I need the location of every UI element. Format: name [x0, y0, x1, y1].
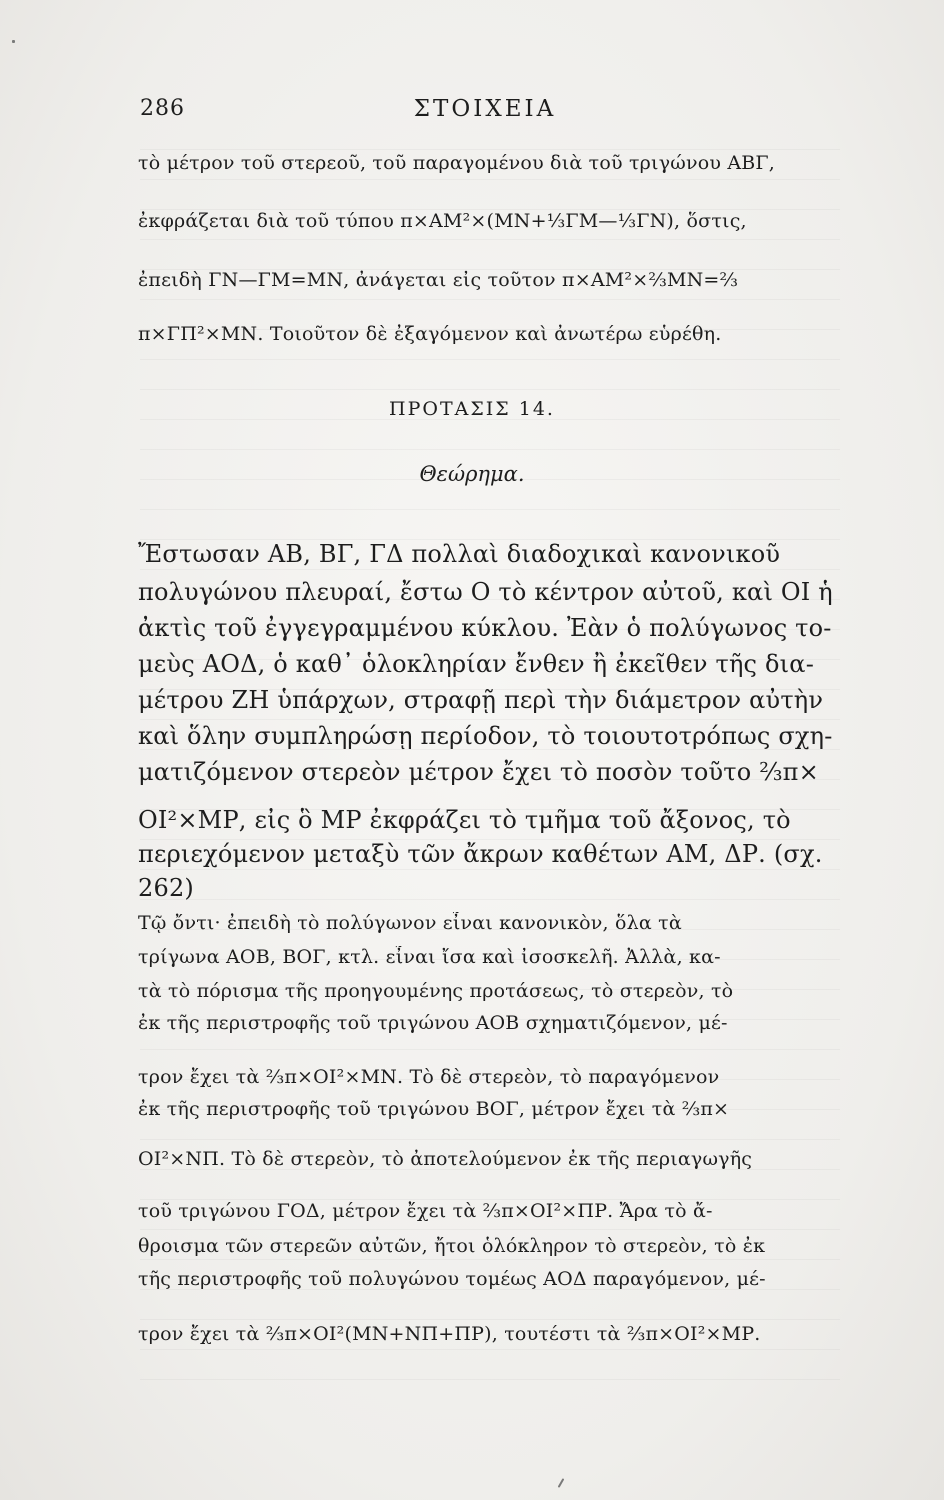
- paper-speck: [12, 40, 15, 43]
- running-head: ΣΤΟΙΧΕΙΑ: [413, 96, 557, 122]
- text-line: ΟΙ²×ΝΠ. Τὸ δὲ στερεὸν, τὸ ἀποτελούμενον ἐκ τῆς περιαγωγῆς: [138, 1148, 753, 1170]
- text-line: τὰ τὸ πόρισμα τῆς προηγουμένης προτάσεως, τὸ στερεὸν, τὸ: [138, 980, 734, 1002]
- text-line: ΟΙ²×ΜΡ, εἰς ὃ ΜΡ ἐκφράζει τὸ τμῆμα τοῦ ἄξονος, τὸ: [138, 806, 791, 834]
- paper-speck: [558, 1478, 565, 1488]
- text-line: καὶ ὅλην συμπληρώσῃ περίοδον, τὸ τοιουτοτρόπως σχη-: [138, 722, 833, 750]
- text-line: ἐκ τῆς περιστροφῆς τοῦ τριγώνου ΑΟΒ σχηματιζόμενον, μέ-: [138, 1012, 728, 1034]
- text-line: θροισμα τῶν στερεῶν αὐτῶν, ἤτοι ὁλόκληρον τὸ στερεὸν, τὸ ἐκ: [138, 1235, 766, 1257]
- text-line: Τῷ ὄντι· ἐπειδὴ τὸ πολύγωνον εἶναι κανονικὸν, ὅλα τὰ: [138, 912, 682, 934]
- text-line: τρον ἔχει τὰ ⅔π×ΟΙ²(ΜΝ+ΝΠ+ΠΡ), τουτέστι τὰ ⅔π×ΟΙ²×ΜΡ.: [138, 1323, 761, 1345]
- text-line: ἐκφράζεται διὰ τοῦ τύπου π×ΑΜ²×(ΜΝ+⅓ΓΜ—⅓ΓΝ), ὅστις,: [138, 210, 747, 232]
- text-line: τρίγωνα ΑΟΒ, ΒΟΓ, κτλ. εἶναι ἴσα καὶ ἰσοσκελῆ. Ἀλλὰ, κα-: [138, 946, 721, 968]
- text-line: πολυγώνου πλευραί, ἔστω Ο τὸ κέντρον αὐτοῦ, καὶ ΟΙ ἡ: [138, 578, 833, 606]
- text-line: μεὺς ΑΟΔ, ὁ καθ᾽ ὁλοκληρίαν ἔνθεν ἢ ἐκεῖθεν τῆς δια-: [138, 650, 815, 678]
- text-line: ματιζόμενον στερεὸν μέτρον ἔχει τὸ ποσὸν τοῦτο ⅔π×: [138, 758, 819, 786]
- text-line: μέτρου ΖΗ ὑπάρχων, στραφῇ περὶ τὴν διάμετρον αὐτὴν: [138, 686, 824, 714]
- text-line: τρον ἔχει τὰ ⅔π×ΟΙ²×ΜΝ. Τὸ δὲ στερεὸν, τὸ παραγόμενον: [138, 1066, 720, 1088]
- text-line: τὸ μέτρον τοῦ στερεοῦ, τοῦ παραγομένου διὰ τοῦ τριγώνου ΑΒΓ,: [138, 152, 776, 174]
- text-line: περιεχόμενον μεταξὺ τῶν ἄκρων καθέτων ΑΜ, ΔΡ. (σχ.: [138, 840, 823, 868]
- page-number: 286: [140, 96, 185, 121]
- text-line: τῆς περιστροφῆς τοῦ πολυγώνου τομέως ΑΟΔ παραγόμενον, μέ-: [138, 1268, 766, 1290]
- page-header: [140, 96, 830, 136]
- text-line: τοῦ τριγώνου ΓΟΔ, μέτρον ἔχει τὰ ⅔π×ΟΙ²×ΠΡ. Ἄρα τὸ ἄ-: [138, 1200, 713, 1222]
- proposition-heading: ΠΡΟΤΑΣΙΣ 14.: [389, 398, 555, 420]
- theorem-heading: Θεώρημα.: [419, 462, 525, 486]
- text-line: ἐκ τῆς περιστροφῆς τοῦ τριγώνου ΒΟΓ, μέτρον ἔχει τὰ ⅔π×: [138, 1098, 730, 1120]
- text-line: π×ΓΠ²×ΜΝ. Τοιοῦτον δὲ ἐξαγόμενον καὶ ἀνωτέρω εὑρέθη.: [138, 323, 722, 345]
- text-line: 262): [138, 874, 194, 902]
- text-line: Ἔστωσαν ΑΒ, ΒΓ, ΓΔ πολλαὶ διαδοχικαὶ κανονικοῦ: [138, 540, 781, 568]
- text-line: ἀκτὶς τοῦ ἐγγεγραμμένου κύκλου. Ἐὰν ὁ πολύγωνος το-: [138, 614, 832, 642]
- text-line: ἐπειδὴ ΓΝ—ΓΜ=ΜΝ, ἀνάγεται εἰς τοῦτον π×ΑΜ²×⅔ΜΝ=⅔: [138, 269, 739, 291]
